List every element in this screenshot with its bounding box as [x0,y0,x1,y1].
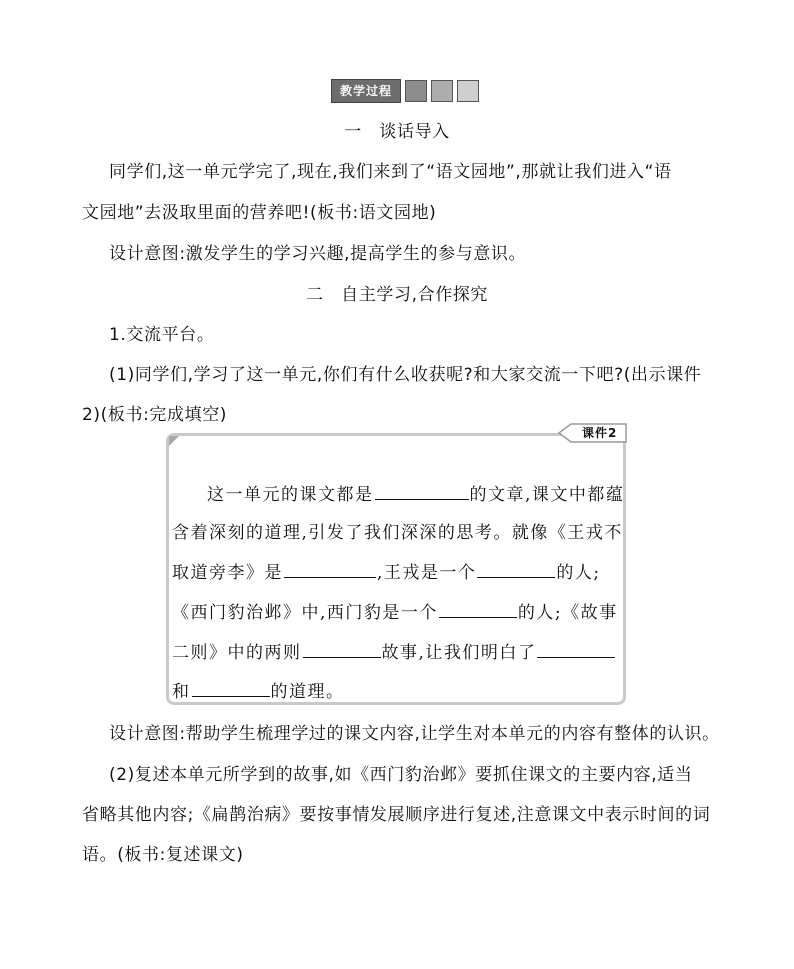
fill-line-5: 二则》中的两则 故事,让我们明白了 [172,640,616,665]
fill-blank[interactable] [192,679,270,697]
fill-line-6: 和 的道理。 [172,679,345,704]
frame-corner-mark [169,436,179,446]
fill-blank[interactable] [375,482,469,500]
fill-blank[interactable] [303,640,381,658]
fill-blank[interactable] [537,640,615,658]
courseware-tag [557,423,627,443]
badge-square-medium [431,80,453,102]
fill-line-3: 取道旁李》是 ,王戎是一个 的人; [172,560,601,585]
paragraph-line: 省略其他内容;《扁鹊治病》要按事情发展顺序进行复述,注意课文中表示时间的词 [82,805,711,825]
courseware-tag-label: 课件2 [582,426,618,440]
fill-line-4: 《西门豹治邺》中,西门豹是一个 的人;《故事 [172,600,618,625]
paragraph-line: (2)复述本单元所学到的故事,如《西门豹治邺》要抓住课文的主要内容,适当 [109,765,693,785]
paragraph-line: 同学们,这一单元学完了,现在,我们来到了“语文园地”,那就让我们进入“语 [109,162,672,182]
design-intent-2: 设计意图:帮助学生梳理学过的课文内容,让学生对本单元的内容有整体的认识。 [109,724,720,744]
fill-blank[interactable] [439,600,517,618]
paragraph-line: (1)同学们,学习了这一单元,你们有什么收获呢?和大家交流一下吧?(出示课件 [109,365,702,385]
section-title-1: 一 谈话导入 [344,122,450,142]
paragraph-line: 文园地”去汲取里面的营养吧!(板书:语文园地) [82,203,437,223]
badge-square-light [457,80,479,102]
fill-blank[interactable] [284,560,376,578]
badge-label: 教学过程 [331,79,401,103]
design-intent-1: 设计意图:激发学生的学习兴趣,提高学生的参与意识。 [109,244,527,264]
paragraph-line: 语。(板书:复述课文) [82,845,244,865]
section-header-badge [331,80,479,102]
fill-line-2: 含着深刻的道理,引发了我们深深的思考。就像《王戎不 [172,523,623,543]
fill-line-1: 这一单元的课文都是 的文章,课文中都蕴 [207,482,624,507]
list-item-1: 1.交流平台。 [109,325,215,345]
paragraph-line: 2)(板书:完成填空) [82,405,228,425]
section-title-2: 二 自主学习,合作探究 [305,285,488,305]
badge-square-dark [405,80,427,102]
fill-blank[interactable] [477,560,555,578]
